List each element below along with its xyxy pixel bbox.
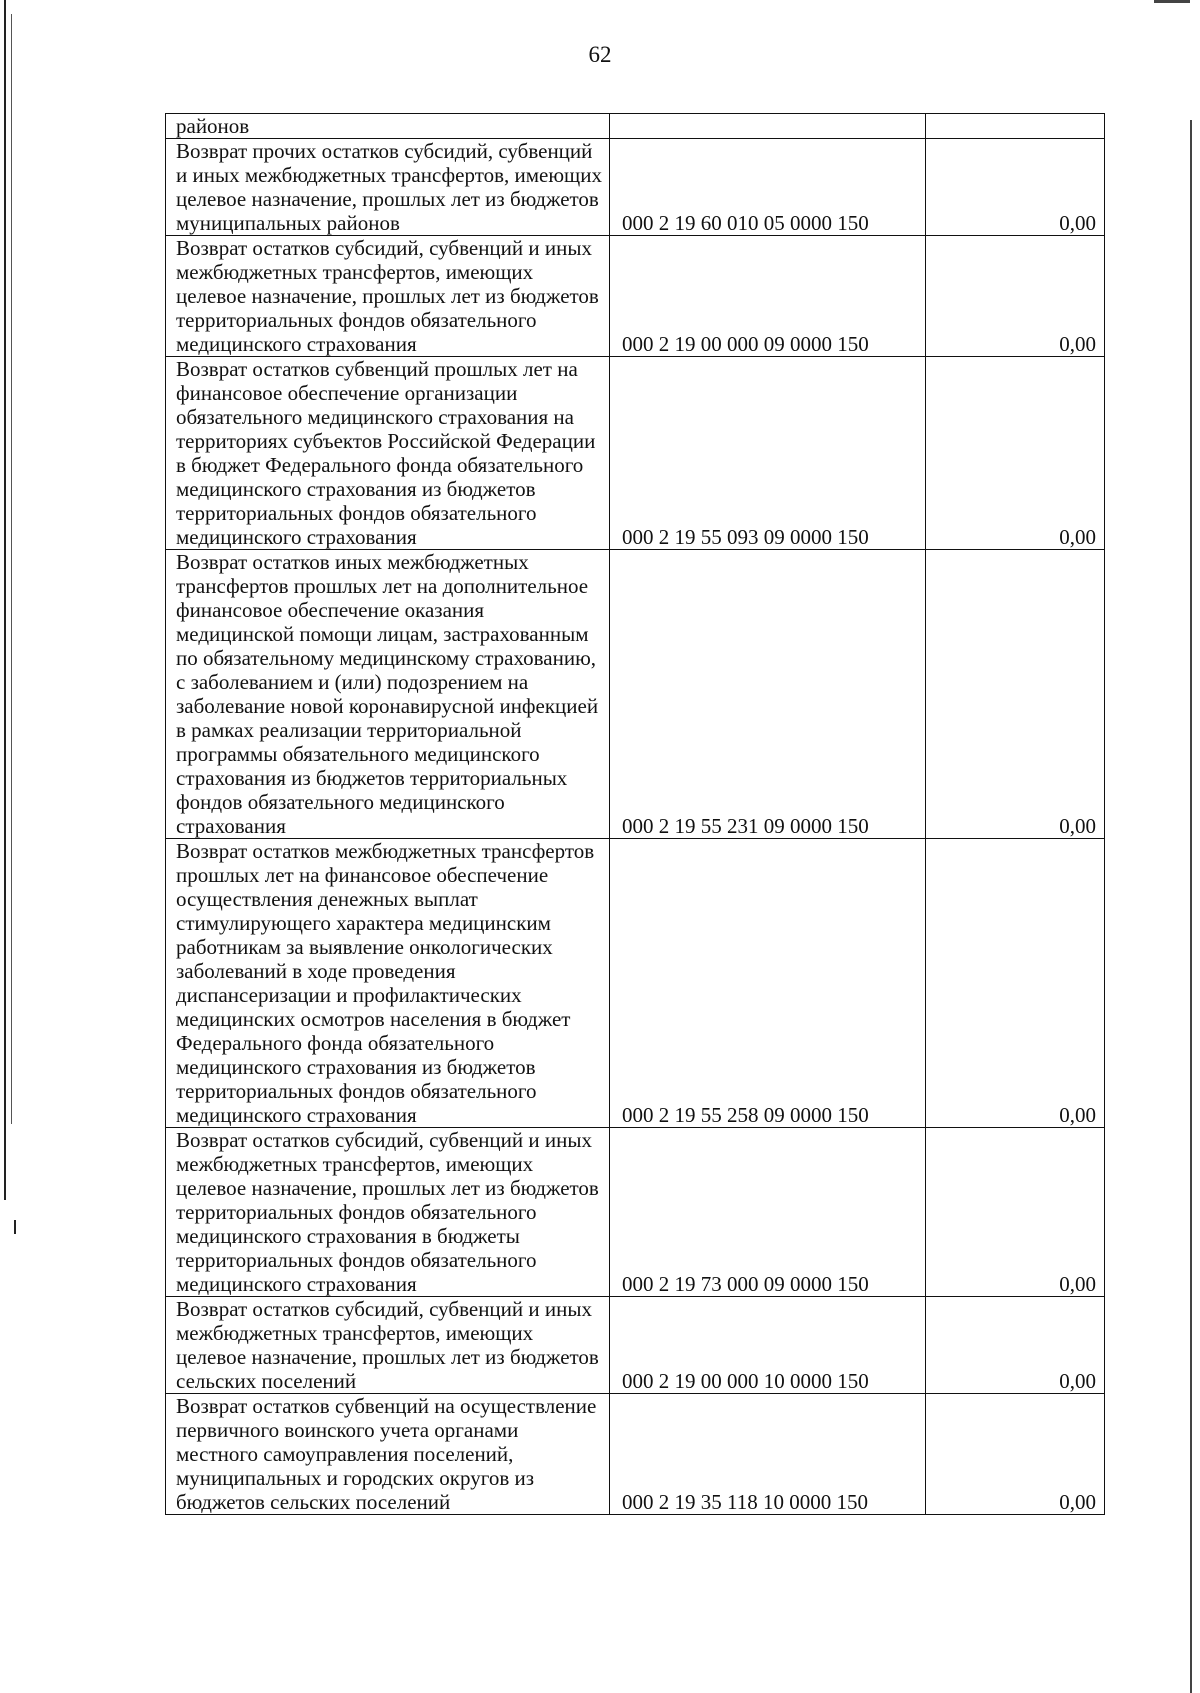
row-description: районов (166, 114, 610, 139)
row-code: 000 2 19 55 231 09 0000 150 (610, 550, 926, 839)
table-row (166, 114, 1105, 139)
row-amount: 0,00 (926, 839, 1105, 1128)
table-row (166, 839, 1105, 1128)
row-amount (926, 114, 1105, 139)
corner-mark (1154, 0, 1190, 3)
row-code: 000 2 19 35 118 10 0000 150 (610, 1394, 926, 1515)
row-code (610, 114, 926, 139)
table-row (166, 1297, 1105, 1394)
table-row (166, 139, 1105, 236)
scan-edge-left (4, 0, 6, 1200)
row-amount: 0,00 (926, 1297, 1105, 1394)
row-description: Возврат остатков субвенций прошлых лет на финансовое обеспечение организации обязательного медицинского страхования на территориях субъектов Российской Федерации в бюджет Федерального фонда обязательного медицинского страхования из бюджетов территориальных фондов обязательного медицинского страхования (166, 357, 610, 550)
row-code: 000 2 19 60 010 05 0000 150 (610, 139, 926, 236)
table-row (166, 1394, 1105, 1515)
scan-edge-right (1190, 120, 1192, 1693)
row-code: 000 2 19 00 000 09 0000 150 (610, 236, 926, 357)
table-row (166, 550, 1105, 839)
table-row (166, 357, 1105, 550)
table-row (166, 1128, 1105, 1297)
scan-edge-left-inner (11, 14, 12, 1124)
row-code: 000 2 19 00 000 10 0000 150 (610, 1297, 926, 1394)
scan-mark (14, 1220, 16, 1234)
row-amount: 0,00 (926, 139, 1105, 236)
row-description: Возврат остатков межбюджетных трансфертов прошлых лет на финансовое обеспечение осуществления денежных выплат стимулирующего характера медицинским работникам за выявление онкологических заболеваний в ходе проведения диспансеризации и профилактических медицинских осмотров населения в бюджет Федерального фонда обязательного медицинского страхования из бюджетов территориальных фондов обязательного медицинского страхования (166, 839, 610, 1128)
row-amount: 0,00 (926, 1128, 1105, 1297)
row-description: Возврат остатков субвенций на осуществление первичного воинского учета органами местного самоуправления поселений, муниципальных и городских округов из бюджетов сельских поселений (166, 1394, 610, 1515)
row-amount: 0,00 (926, 1394, 1105, 1515)
row-amount: 0,00 (926, 550, 1105, 839)
budget-table (165, 113, 1105, 1515)
row-description: Возврат остатков субсидий, субвенций и иных межбюджетных трансфертов, имеющих целевое назначение, прошлых лет из бюджетов сельских поселений (166, 1297, 610, 1394)
row-code: 000 2 19 55 093 09 0000 150 (610, 357, 926, 550)
row-description: Возврат остатков иных межбюджетных трансфертов прошлых лет на дополнительное финансовое обеспечение оказания медицинской помощи лицам, застрахованным по обязательному медицинскому страхованию, с заболеванием и (или) подозрением на заболевание новой коронавирусной инфекцией в рамках реализации территориальной программы обязательного медицинского страхования из бюджетов территориальных фондов обязательного медицинского страхования (166, 550, 610, 839)
row-description: Возврат прочих остатков субсидий, субвенций и иных межбюджетных трансфертов, имеющих целевое назначение, прошлых лет из бюджетов муниципальных районов (166, 139, 610, 236)
page-number: 62 (588, 42, 612, 67)
row-description: Возврат остатков субсидий, субвенций и иных межбюджетных трансфертов, имеющих целевое назначение, прошлых лет из бюджетов территориальных фондов обязательного медицинского страхования в бюджеты территориальных фондов обязательного медицинского страхования (166, 1128, 610, 1297)
row-code: 000 2 19 73 000 09 0000 150 (610, 1128, 926, 1297)
row-amount: 0,00 (926, 357, 1105, 550)
row-code: 000 2 19 55 258 09 0000 150 (610, 839, 926, 1128)
table-row (166, 236, 1105, 357)
row-amount: 0,00 (926, 236, 1105, 357)
row-description: Возврат остатков субсидий, субвенций и иных межбюджетных трансфертов, имеющих целевое назначение, прошлых лет из бюджетов территориальных фондов обязательного медицинского страхования (166, 236, 610, 357)
